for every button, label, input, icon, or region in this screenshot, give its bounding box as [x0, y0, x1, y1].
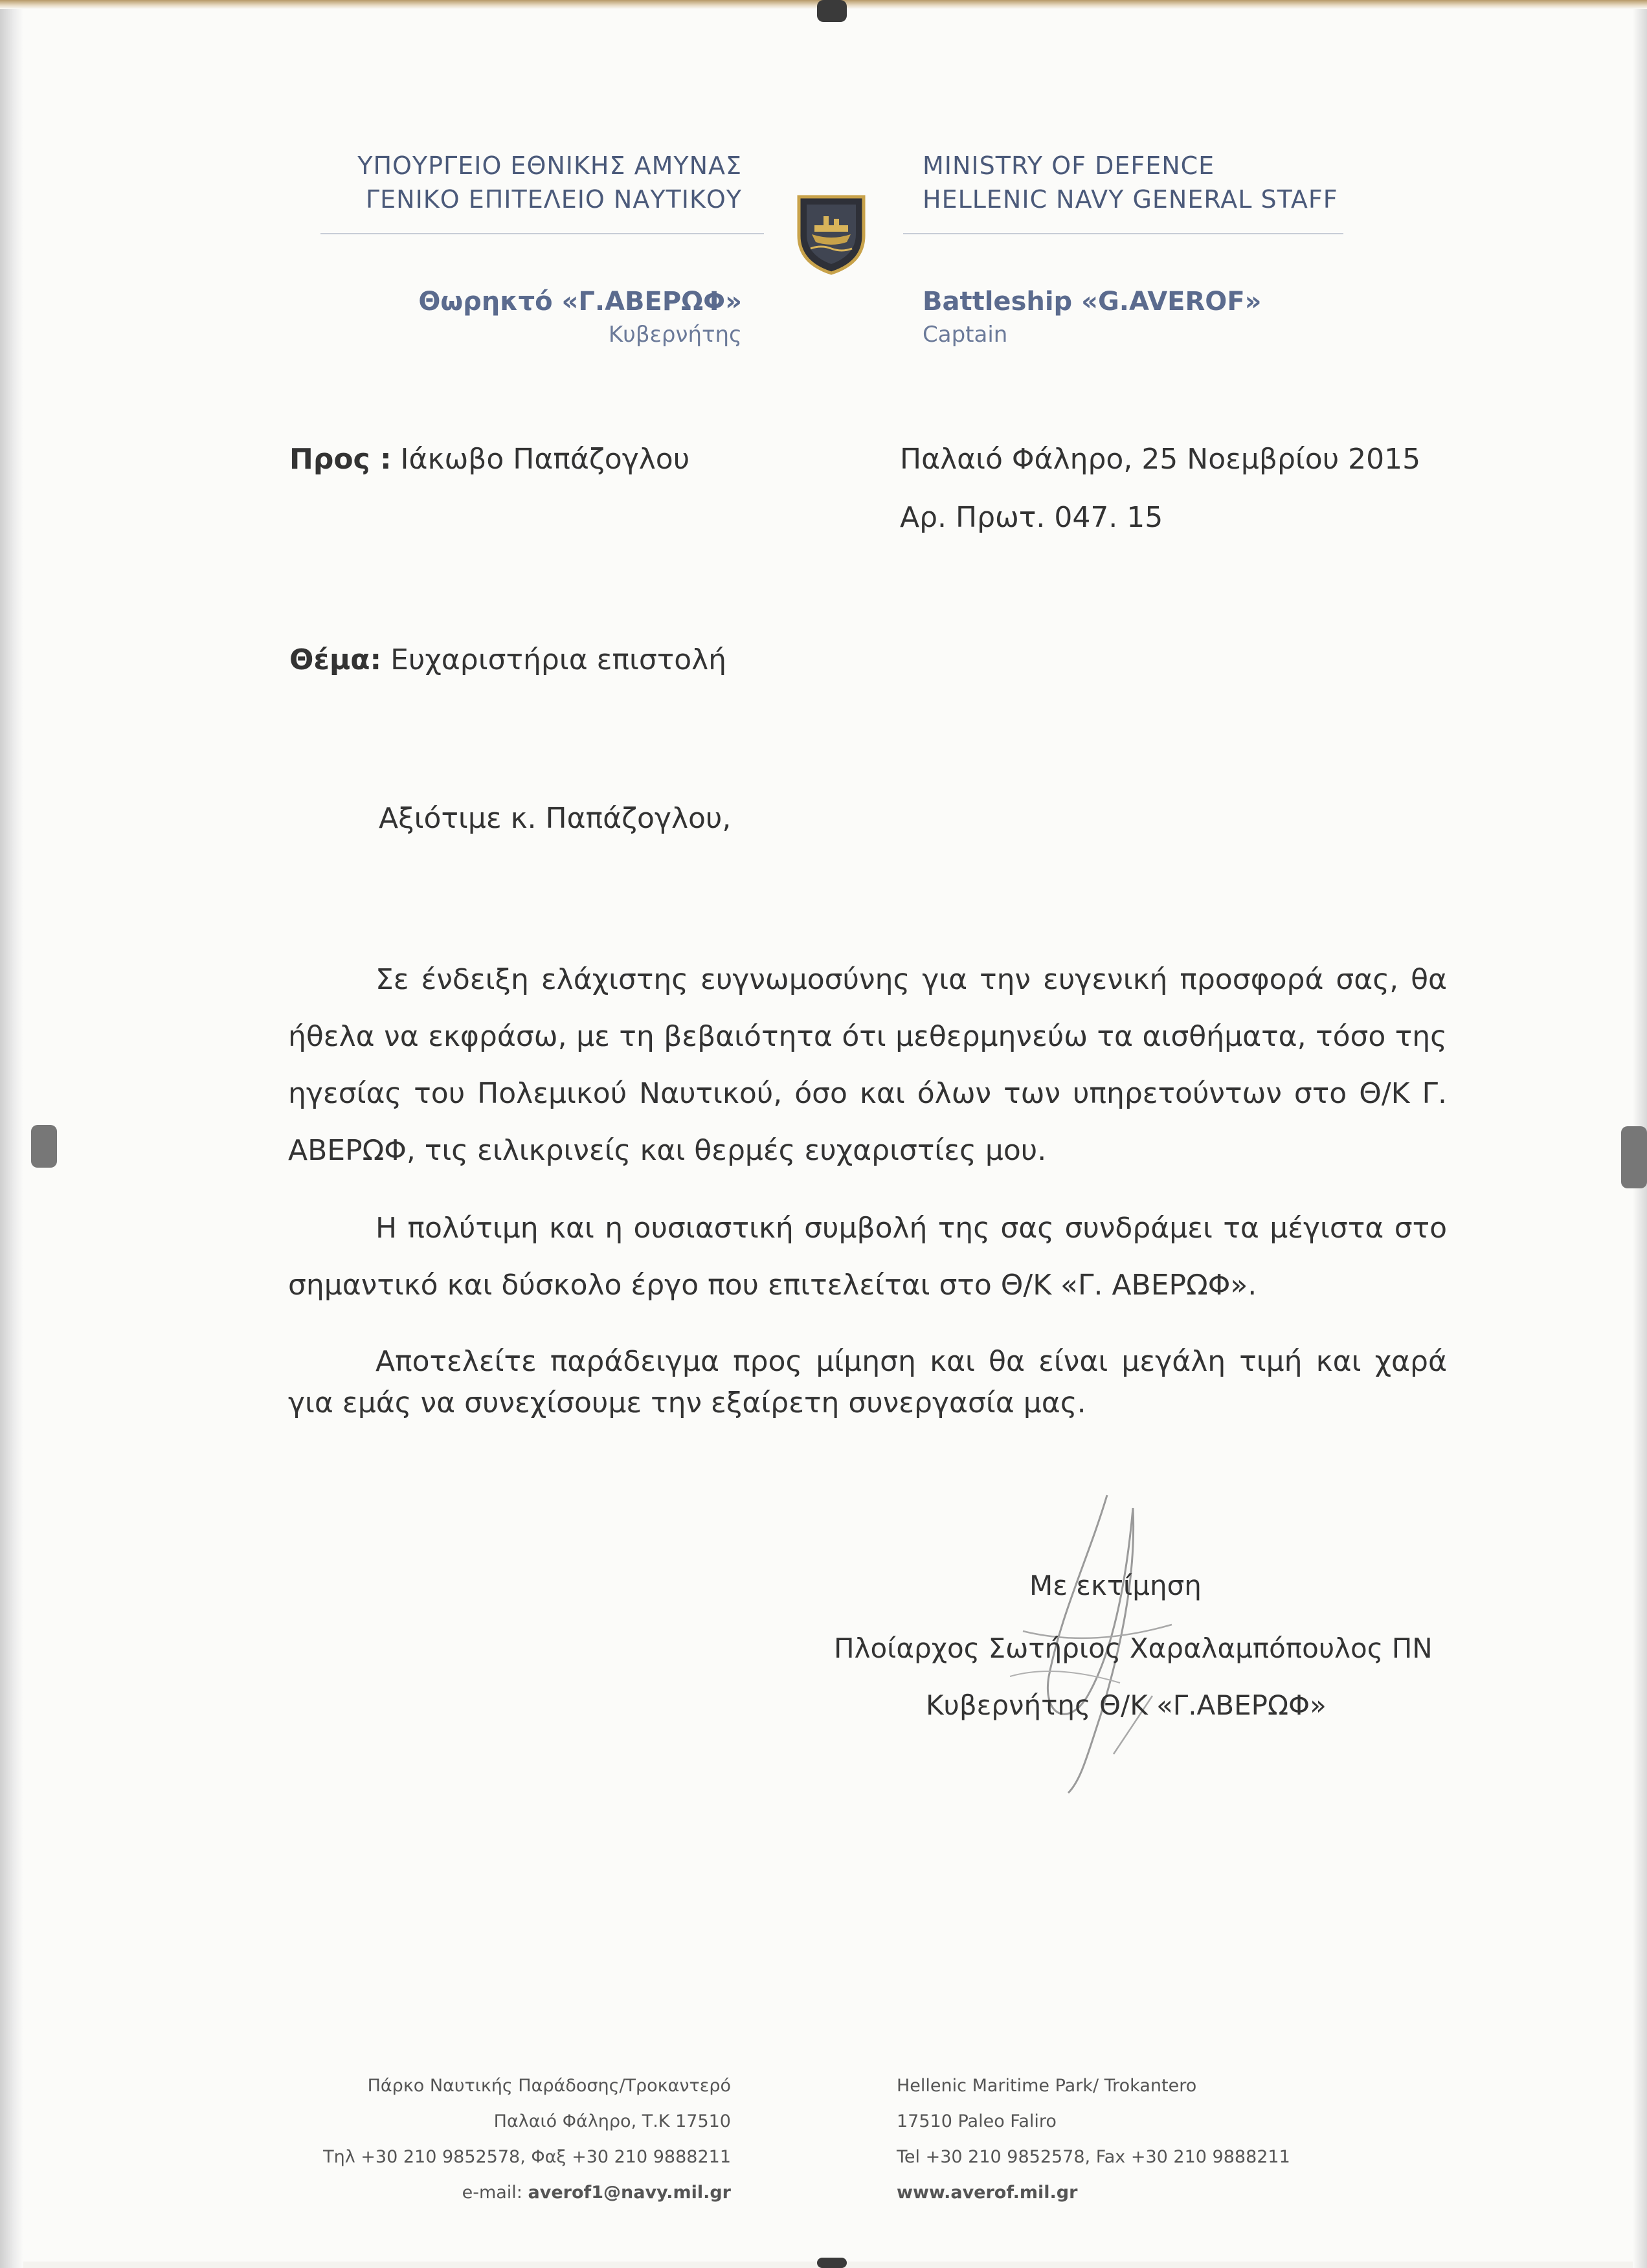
header-rule-left — [320, 233, 764, 234]
header-english-line1: MINISTRY OF DEFENCE — [923, 151, 1215, 180]
to-name: Ιάκωβο Παπάζογλου — [400, 443, 690, 476]
paragraph-2: Η πολύτιμη και η ουσιαστική συμβολή της σας συνδράμει τα μέγιστα στο σημαντικό και δύσκολο έργο που επιτελείται στο Θ/Κ «Γ. ΑΒΕΡΩΦ». — [288, 1212, 1447, 1302]
english-ship-name: Battleship «G.AVEROF» — [923, 287, 1262, 317]
closing: Με εκτίμηση — [1029, 1570, 1202, 1601]
navy-crest-icon — [795, 193, 868, 276]
footer-greek-email — [462, 2175, 731, 2211]
signer-name: Πλοίαρχος Σωτήριος Χαραλαμπόπουλος ΠΝ — [834, 1632, 1433, 1664]
footer-english-line2: 17510 Paleo Faliro — [897, 2111, 1057, 2131]
greek-role: Κυβερνήτης — [608, 322, 742, 348]
protocol-number: Αρ. Πρωτ. 047. 15 — [900, 501, 1163, 534]
header-rule-right — [903, 233, 1343, 234]
salutation: Αξιότιμε κ. Παπάζογλου, — [379, 802, 732, 835]
footer-english-line3: Tel +30 210 9852578, Fax +30 210 9888211 — [897, 2147, 1290, 2167]
place-date: Παλαιό Φάληρο, 25 Νοεμβρίου 2015 — [900, 443, 1421, 476]
footer-greek-line2: Παλαιό Φάληρο, Τ.Κ 17510 — [493, 2111, 731, 2131]
paragraph-3: Αποτελείτε παράδειγμα προς μίμηση και θα είναι μεγάλη τιμή και χαρά για εμάς να συνεχίσουμε την εξαίρετη συνεργασία μας. — [288, 1345, 1447, 1419]
binder-clip-left — [31, 1125, 57, 1168]
scan-edge-left — [0, 0, 23, 2268]
subject-label: Θέμα: — [289, 643, 382, 676]
paragraph-1: Σε ένδειξη ελάχιστης ευγνωμοσύνης για την ευγενική προσφορά σας, θα ήθελα να εκφράσω, με τη βεβαιότητα ότι μεθερμηνεύω τα αισθήματα, τόσο της ηγεσίας του Πολεμικού Ναυτικού, όσο και όλων των υπηρετούντων στο Θ/Κ Γ. ΑΒΕΡΩΦ, τις ειλικρινείς και θερμές ευχαριστίες μου. — [288, 963, 1447, 1167]
binder-clip-bottom — [817, 2258, 847, 2268]
binder-clip-right — [1621, 1126, 1647, 1188]
signer-title: Κυβερνήτης Θ/Κ «Γ.ΑΒΕΡΩΦ» — [926, 1689, 1327, 1721]
subject-text: Ευχαριστήρια επιστολή — [390, 643, 727, 676]
footer-english-line1: Hellenic Maritime Park/ Trokantero — [897, 2076, 1197, 2096]
footer-greek-line3: Τηλ +30 210 9852578, Φαξ +30 210 9888211 — [323, 2147, 731, 2167]
greek-ship-name: Θωρηκτό «Γ.ΑΒΕΡΩΦ» — [418, 287, 742, 317]
header-english-line2: HELLENIC NAVY GENERAL STAFF — [923, 185, 1338, 214]
recipient — [289, 440, 689, 479]
binder-clip-top — [817, 0, 847, 22]
header-greek-line2: ΓΕΝΙΚΟ ΕΠΙΤΕΛΕΙΟ ΝΑΥΤΙΚΟΥ — [365, 185, 742, 214]
footer-email-link[interactable]: averof1@navy.mil.gr — [528, 2183, 731, 2203]
english-role: Captain — [923, 322, 1008, 348]
subject-line — [289, 641, 726, 680]
header-greek-line1: ΥΠΟΥΡΓΕΙΟ ΕΘΝΙΚΗΣ ΑΜΥΝΑΣ — [357, 151, 742, 180]
footer-email-label: e-mail: — [462, 2183, 522, 2203]
footer-greek-line1: Πάρκο Ναυτικής Παράδοσης/Τροκαντερό — [367, 2076, 731, 2096]
to-label: Προς : — [289, 443, 392, 476]
footer-website-link[interactable]: www.averof.mil.gr — [897, 2183, 1078, 2203]
